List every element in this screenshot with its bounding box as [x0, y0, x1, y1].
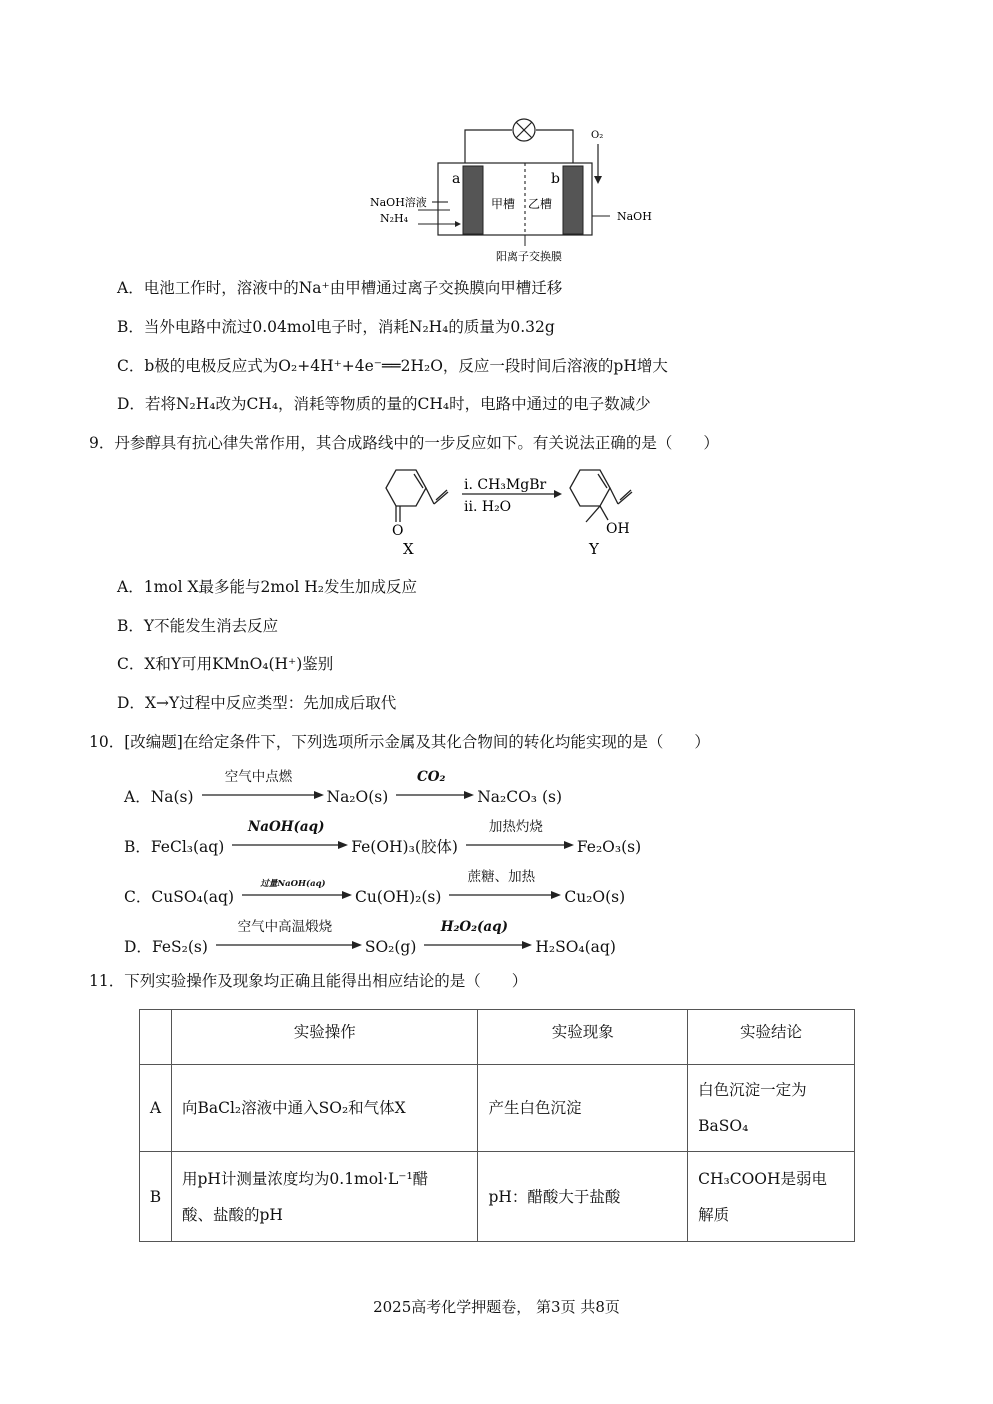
reaction-arrow	[396, 769, 474, 802]
label-x: X	[403, 540, 414, 558]
molecule-x	[386, 470, 448, 522]
reaction-arrow	[242, 879, 352, 902]
conclusion-line: BaSO₄	[698, 1117, 749, 1135]
q8-option-b	[117, 316, 555, 338]
option-letter: D．	[117, 395, 145, 413]
condition-label: 空气中点燃	[224, 769, 293, 785]
table-header-row	[140, 1010, 855, 1065]
condition-label: 蔗糖、加热	[467, 869, 536, 885]
species: H₂SO₄(aq)	[535, 938, 616, 956]
label-y: Y	[589, 540, 599, 558]
species: CuSO₄(aq)	[151, 888, 235, 906]
species: Cu₂O(s)	[564, 888, 626, 906]
reaction-arrow	[202, 769, 324, 802]
reaction-arrow	[232, 819, 348, 852]
option-letter: C．	[117, 357, 145, 375]
condition-label: 加热灼烧	[488, 819, 543, 835]
o2-label: O₂	[591, 130, 604, 141]
conclusion-line: 解质	[698, 1205, 730, 1224]
naoh-solution-label: NaOH溶液	[370, 196, 427, 209]
operation-line: 酸、盐酸的pH	[181, 1205, 283, 1224]
q10-option-b	[124, 819, 642, 858]
cell-phenomenon: 产生白色沉淀	[478, 1065, 688, 1152]
hydroxyl: OH	[606, 521, 630, 537]
table-header-cell: 实验现象	[478, 1010, 688, 1065]
ketone-o: O	[392, 523, 404, 539]
table-row	[140, 1152, 855, 1242]
row-label: A	[140, 1065, 172, 1152]
option-letter: D．	[124, 938, 152, 956]
battery-diagram	[360, 118, 670, 268]
table-header-cell	[140, 1010, 172, 1065]
reaction-arrow	[466, 819, 574, 852]
q9-stem: 9．丹参醇具有抗心律失常作用，其合成路线中的一步反应如下。有关说法正确的是（ ）	[89, 434, 719, 452]
conclusion-line: CH₃COOH是弱电	[698, 1169, 828, 1188]
option-letter: B．	[124, 838, 151, 856]
option-text: 当外电路中流过0.04mol电子时，消耗N₂H₄的质量为0.32g	[143, 318, 555, 336]
option-text: 若将N₂H₄改为CH₄，消耗等物质的量的CH₄时，电路中通过的电子数减少	[144, 395, 651, 413]
molecule-y	[570, 470, 632, 522]
cell-operation	[171, 1152, 478, 1242]
tank-right-label: 乙槽	[528, 197, 553, 211]
species: Fe(OH)₃(胶体)	[351, 838, 458, 856]
cell-conclusion	[688, 1152, 855, 1242]
q8-option-a	[117, 277, 562, 299]
conclusion-line: 白色沉淀一定为	[698, 1081, 807, 1099]
species: Na(s)	[150, 788, 194, 806]
reaction-arrow	[449, 869, 561, 902]
option-text: 电池工作时，溶液中的Na⁺由甲槽通过离子交换膜向甲槽迁移	[143, 279, 563, 297]
q10-option-d	[124, 919, 616, 958]
q10-option-c	[124, 869, 626, 908]
q11-stem: 11．下列实验操作及现象均正确且能得出相应结论的是（ ）	[89, 972, 528, 990]
condition-label: NaOH(aq)	[247, 819, 325, 835]
option-text: 1mol X最多能与2mol H₂发生加成反应	[143, 578, 418, 596]
q8-option-c	[117, 355, 668, 377]
table-header-cell: 实验结论	[688, 1010, 855, 1065]
q9-option-c	[117, 653, 333, 675]
row-label: B	[140, 1152, 172, 1242]
option-letter: B．	[117, 617, 144, 635]
reaction-arrow	[424, 919, 532, 952]
electrode-b	[563, 166, 583, 234]
n2h4-label: N₂H₄	[380, 212, 409, 225]
lamp-icon	[513, 119, 535, 141]
species: Cu(OH)₂(s)	[354, 888, 442, 906]
q9-option-a	[117, 576, 417, 598]
condition-label: 过量NaOH(aq)	[260, 879, 326, 889]
species: Na₂CO₃ (s)	[477, 788, 562, 806]
option-letter: B．	[117, 318, 144, 336]
condition-label: 空气中高温煅烧	[237, 919, 333, 935]
membrane-label: 阳离子交换膜	[496, 250, 562, 263]
electrode-b-label: b	[551, 171, 560, 187]
cell-phenomenon: pH：醋酸大于盐酸	[478, 1152, 688, 1242]
species: SO₂(g)	[364, 938, 417, 956]
reagent-1: i. CH₃MgBr	[464, 477, 547, 493]
operation-line: 用pH计测量浓度均为0.1mol·L⁻¹醋	[181, 1169, 429, 1188]
option-text: Y不能发生消去反应	[143, 617, 279, 635]
condition-label: CO₂	[417, 769, 446, 785]
reagent-2: ii. H₂O	[464, 499, 512, 515]
species: FeS₂(s)	[151, 938, 208, 956]
q10-stem: 10．[改编题]在给定条件下，下列选项所示金属及其化合物间的转化均能实现的是（ ）	[89, 733, 710, 751]
cell-conclusion	[688, 1065, 855, 1152]
species: Fe₂O₃(s)	[576, 838, 642, 856]
table-header-cell: 实验操作	[171, 1010, 478, 1065]
table-row	[140, 1065, 855, 1152]
electrode-a	[463, 166, 483, 234]
option-text: X→Y过程中反应类型：先加成后取代	[144, 694, 397, 712]
reaction-scheme	[370, 464, 650, 560]
species: FeCl₃(aq)	[150, 838, 225, 856]
q10-option-a	[124, 769, 562, 808]
q9-option-b	[117, 615, 278, 637]
option-text: X和Y可用KMnO₄(H⁺)鉴别	[144, 655, 334, 673]
option-text: b极的电极反应式为O₂+4H⁺+4e⁻══2H₂O，反应一段时间后溶液的pH增大	[144, 357, 668, 375]
option-letter: C．	[124, 888, 152, 906]
page-footer: 2025高考化学押题卷， 第3页 共8页	[373, 1298, 620, 1316]
q8-option-d	[117, 393, 651, 415]
reaction-arrow	[216, 919, 362, 952]
tank-left-label: 甲槽	[491, 197, 516, 211]
experiment-table	[139, 1009, 855, 1242]
option-letter: C．	[117, 655, 145, 673]
electrode-a-label: a	[452, 171, 461, 187]
condition-label: H₂O₂(aq)	[440, 919, 508, 935]
option-letter: A．	[117, 279, 144, 297]
option-letter: A．	[117, 578, 144, 596]
cell-operation: 向BaCl₂溶液中通入SO₂和气体X	[171, 1065, 478, 1152]
option-letter: D．	[117, 694, 145, 712]
naoh-right-label: NaOH	[617, 210, 652, 223]
q9-option-d	[117, 692, 396, 714]
option-letter: A．	[124, 788, 151, 806]
species: Na₂O(s)	[326, 788, 389, 806]
